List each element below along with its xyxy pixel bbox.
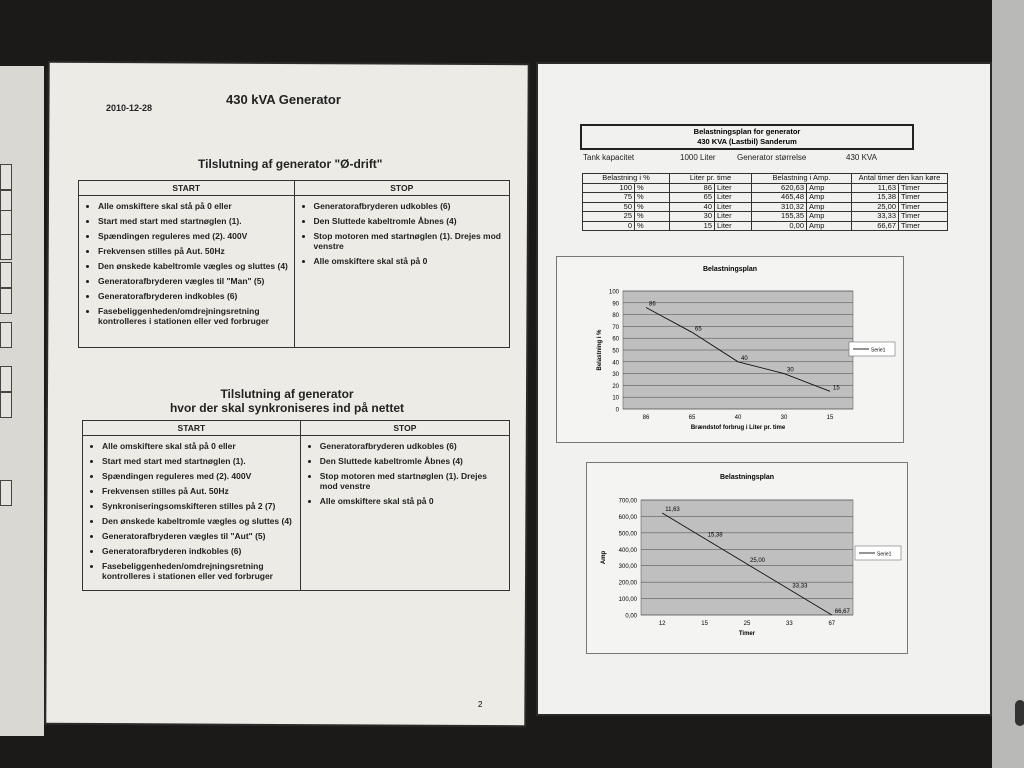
stop-step: • Stop motoren med startnøglen (1). Drejes mod venstre bbox=[314, 231, 505, 251]
table-cell: Timer bbox=[899, 202, 948, 212]
page-number: 2 bbox=[478, 700, 483, 709]
data-label: 30 bbox=[787, 367, 794, 374]
date-label: 2010-12-28 bbox=[106, 103, 153, 113]
stop-list bbox=[294, 196, 510, 348]
table-cell: Liter bbox=[715, 193, 752, 203]
sheet-fragment bbox=[0, 164, 12, 190]
stop-header: STOP bbox=[300, 421, 509, 436]
x-tick-label: 40 bbox=[734, 415, 742, 421]
table-cell: 30 bbox=[670, 212, 715, 222]
table-cell: 15 bbox=[670, 221, 715, 231]
table-cell: Timer bbox=[899, 221, 948, 231]
y-tick-label: 100,00 bbox=[618, 597, 637, 604]
table-cell: 620,63 bbox=[752, 183, 807, 193]
load-plan-title bbox=[580, 124, 914, 150]
table-cell: Liter bbox=[715, 221, 752, 231]
y-tick-label: 100 bbox=[608, 289, 619, 296]
table-cell: 11,63 bbox=[852, 183, 899, 193]
y-tick-label: 40 bbox=[612, 360, 619, 367]
stop-step: • Alle omskiftere skal stå på 0 bbox=[314, 256, 505, 266]
y-tick-label: 0 bbox=[615, 407, 619, 414]
y-tick-label: 30 bbox=[612, 372, 619, 379]
start-step: • Den ønskede kabeltromle vægles og sluttes (4) bbox=[102, 516, 295, 526]
start-step: • Den ønskede kabeltromle vægles og sluttes (4) bbox=[98, 261, 289, 271]
section2-title bbox=[0, 387, 574, 415]
table-cell: 66,67 bbox=[852, 221, 899, 231]
generator-label: Generator størrelse bbox=[737, 153, 807, 162]
table-cell: 100 bbox=[583, 183, 635, 193]
start-step: • Generatorafbryderen indkobles (6) bbox=[98, 291, 289, 301]
start-step: • Generatorafbryderen indkobles (6) bbox=[102, 546, 295, 556]
start-header: START bbox=[83, 421, 301, 436]
chart-amp-svg bbox=[587, 463, 907, 653]
data-label: 86 bbox=[649, 301, 656, 308]
table-cell: Timer bbox=[899, 193, 948, 203]
table-cell: 50 bbox=[583, 202, 635, 212]
adjacent-sheet-right bbox=[992, 0, 1024, 768]
data-label: 66,67 bbox=[834, 609, 850, 615]
start-step: • Fasebeliggenheden/omdrejningsretning kontrolleres i stationen eller ved forbruger bbox=[102, 561, 295, 581]
data-label: 11,63 bbox=[665, 507, 680, 514]
stop-step: • Den Sluttede kabeltromle Åbnes (4) bbox=[314, 216, 505, 226]
table-cell: % bbox=[635, 183, 670, 193]
load-table bbox=[582, 173, 948, 231]
x-tick-label: 15 bbox=[701, 621, 708, 627]
start-list bbox=[79, 196, 295, 348]
y-tick-label: 10 bbox=[612, 395, 619, 402]
start-step: • Alle omskiftere skal stå på 0 eller bbox=[98, 201, 289, 211]
table-row bbox=[583, 212, 948, 222]
table-cell: 0,00 bbox=[752, 221, 807, 231]
sheet-fragment bbox=[0, 210, 12, 236]
stop-step: • Alle omskiftere skal stå på 0 bbox=[320, 496, 504, 506]
chart-title: Belastningsplan bbox=[719, 474, 775, 481]
start-header: START bbox=[79, 181, 295, 196]
table-cell: 465,48 bbox=[752, 193, 807, 203]
legend-label: Serie1 bbox=[871, 347, 886, 354]
table-cell: Timer bbox=[899, 183, 948, 193]
table-cell: Timer bbox=[899, 212, 948, 222]
start-list bbox=[83, 436, 301, 591]
y-tick-label: 400,00 bbox=[618, 547, 637, 554]
start-step: • Fasebeliggenheden/omdrejningsretning kontrolleres i stationen eller ved forbruger bbox=[98, 306, 289, 326]
chart-title: Belastningsplan bbox=[702, 266, 758, 273]
generator-value: 430 KVA bbox=[846, 153, 877, 162]
table-cell: 65 bbox=[670, 193, 715, 203]
data-label: 40 bbox=[741, 355, 748, 362]
table-header: Antal timer den kan køre bbox=[852, 174, 948, 184]
plot-area bbox=[641, 500, 853, 615]
load-plan-title-line2: 430 KVA (Lastbil) Sanderum bbox=[697, 137, 797, 146]
start-step: • Generatorafbryderen vægles til "Man" (5) bbox=[98, 276, 289, 286]
sheet-fragment bbox=[0, 322, 12, 348]
table-cell: 86 bbox=[670, 183, 715, 193]
start-step: • Spændingen reguleres med (2). 400V bbox=[102, 471, 295, 481]
start-step: • Synkroniseringsomskifteren stilles på 2 (7) bbox=[102, 501, 295, 511]
load-plan-title-line1: Belastningsplan for generator bbox=[693, 127, 801, 136]
chart-amp bbox=[586, 462, 908, 654]
y-tick-label: 50 bbox=[612, 348, 619, 355]
data-label: 65 bbox=[695, 326, 702, 333]
table-cell: 15,38 bbox=[852, 193, 899, 203]
x-axis-label: Brændstof forbrug i Liter pr. time bbox=[690, 425, 786, 431]
table-row bbox=[583, 193, 948, 203]
section2-title-line1: Tilslutning af generator bbox=[220, 387, 354, 401]
table-cell: Liter bbox=[715, 212, 752, 222]
x-tick-label: 33 bbox=[786, 621, 793, 627]
legend-label: Serie1 bbox=[877, 551, 892, 558]
section1-table bbox=[78, 180, 510, 348]
table-cell: % bbox=[635, 221, 670, 231]
table-cell: Amp bbox=[807, 183, 852, 193]
table-cell: Liter bbox=[715, 202, 752, 212]
x-tick-label: 12 bbox=[658, 621, 666, 627]
table-cell: Amp bbox=[807, 193, 852, 203]
table-cell: Amp bbox=[807, 221, 852, 231]
x-tick-label: 86 bbox=[642, 415, 650, 421]
stop-list bbox=[300, 436, 509, 591]
stop-step: • Generatorafbryderen udkobles (6) bbox=[314, 201, 505, 211]
chart-fuel bbox=[556, 256, 904, 443]
data-label: 15,38 bbox=[707, 532, 723, 539]
section1-title: Tilslutning af generator "Ø-drift" bbox=[198, 157, 383, 171]
y-tick-label: 20 bbox=[612, 383, 619, 390]
table-cell: Amp bbox=[807, 212, 852, 222]
table-cell: Liter bbox=[715, 183, 752, 193]
table-cell: 75 bbox=[583, 193, 635, 203]
sheet-fragment bbox=[0, 234, 12, 260]
start-step: • Frekvensen stilles på Aut. 50Hz bbox=[102, 486, 295, 496]
start-step: • Spændingen reguleres med (2). 400V bbox=[98, 231, 289, 241]
table-header: Belastning i % bbox=[583, 174, 670, 184]
y-tick-label: 300,00 bbox=[618, 564, 637, 571]
table-cell: % bbox=[635, 193, 670, 203]
sheet-fragment bbox=[0, 262, 12, 288]
sheet-fragment bbox=[0, 480, 12, 506]
y-tick-label: 700,00 bbox=[618, 498, 637, 505]
stop-step: • Den Sluttede kabeltromle Åbnes (4) bbox=[320, 456, 504, 466]
tank-label: Tank kapacitet bbox=[583, 153, 635, 162]
sheet-fragment bbox=[0, 288, 12, 314]
start-step: • Start med start med startnøglen (1). bbox=[98, 216, 289, 226]
y-tick-label: 60 bbox=[612, 336, 619, 343]
table-row bbox=[583, 221, 948, 231]
data-label: 15 bbox=[833, 385, 840, 392]
table-cell: 25,00 bbox=[852, 202, 899, 212]
table-cell: % bbox=[635, 202, 670, 212]
table-cell: 33,33 bbox=[852, 212, 899, 222]
y-tick-label: 600,00 bbox=[618, 514, 637, 521]
x-tick-label: 30 bbox=[780, 415, 788, 421]
start-step: • Alle omskiftere skal stå på 0 eller bbox=[102, 441, 295, 451]
y-tick-label: 500,00 bbox=[618, 531, 637, 538]
table-cell: 155,35 bbox=[752, 212, 807, 222]
tank-value: 1000 Liter bbox=[680, 153, 716, 162]
start-step: • Frekvensen stilles på Aut. 50Hz bbox=[98, 246, 289, 256]
table-header: Liter pr. time bbox=[670, 174, 752, 184]
data-label: 33,33 bbox=[792, 583, 808, 590]
mount-hole bbox=[1015, 700, 1024, 726]
table-cell: % bbox=[635, 212, 670, 222]
y-tick-label: 0,00 bbox=[625, 613, 637, 620]
x-axis-label: Timer bbox=[738, 631, 756, 637]
section2-title-line2: hvor der skal synkroniseres ind på nettet bbox=[169, 401, 405, 415]
y-tick-label: 90 bbox=[612, 301, 619, 308]
table-cell: 0 bbox=[583, 221, 635, 231]
table-cell: 310,32 bbox=[752, 202, 807, 212]
start-step: • Start med start med startnøglen (1). bbox=[102, 456, 295, 466]
y-axis-label: Amp bbox=[601, 550, 607, 565]
x-tick-label: 15 bbox=[826, 415, 834, 421]
start-step: • Generatorafbryderen vægles til "Aut" (5) bbox=[102, 531, 295, 541]
table-cell: 25 bbox=[583, 212, 635, 222]
sheet-title: 430 kVA Generator bbox=[226, 92, 341, 107]
y-tick-label: 80 bbox=[612, 313, 619, 320]
stop-step: • Stop motoren med startnøglen (1). Drejes mod venstre bbox=[320, 471, 504, 491]
x-tick-label: 67 bbox=[828, 621, 836, 627]
chart-fuel-svg bbox=[557, 257, 903, 442]
y-axis-label: Belastning i % bbox=[597, 329, 603, 371]
table-header: Belastning i Amp. bbox=[752, 174, 852, 184]
y-tick-label: 70 bbox=[612, 324, 619, 331]
stop-step: • Generatorafbryderen udkobles (6) bbox=[320, 441, 504, 451]
table-cell: 40 bbox=[670, 202, 715, 212]
x-tick-label: 25 bbox=[743, 621, 751, 627]
x-tick-label: 65 bbox=[688, 415, 696, 421]
data-label: 25,00 bbox=[750, 558, 766, 565]
y-tick-label: 200,00 bbox=[618, 580, 637, 587]
stop-header: STOP bbox=[294, 181, 510, 196]
table-cell: Amp bbox=[807, 202, 852, 212]
section2-table bbox=[82, 420, 510, 591]
